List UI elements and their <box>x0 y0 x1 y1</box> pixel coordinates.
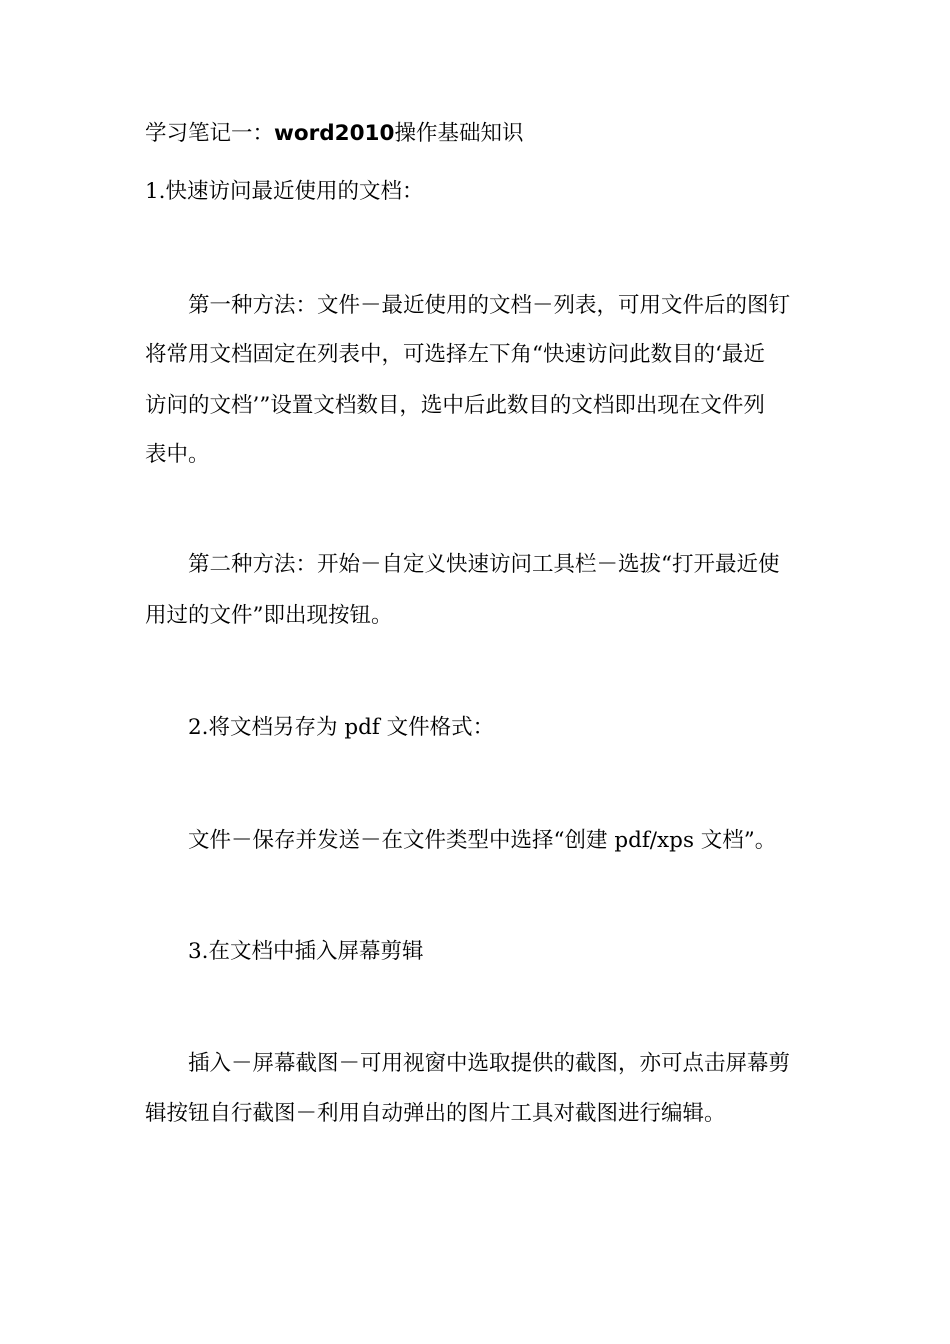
section-3-heading: 3.在文档中插入屏幕剪辑 <box>188 939 424 964</box>
section-1-paragraph-1-line-3: 访问的文档’”设置文档数目，选中后此数目的文档即出现在文件列 <box>145 393 765 418</box>
document-title <box>145 108 815 160</box>
section-3-paragraph-line-1: 插入－屏幕截图－可用视窗中选取提供的截图，亦可点击屏幕剪 <box>188 1051 791 1076</box>
section-2-heading: 2.将文档另存为 pdf 文件格式： <box>188 715 495 740</box>
section-1-paragraph-1-line-1: 第一种方法：文件－最近使用的文档－列表，可用文件后的图钉 <box>188 293 791 318</box>
section-3-paragraph-line-2: 辑按钮自行截图－利用自动弹出的图片工具对截图进行编辑。 <box>145 1101 726 1126</box>
title-product: word2010 <box>274 121 395 146</box>
section-2-paragraph: 文件－保存并发送－在文件类型中选择“创建 pdf/xps 文档”。 <box>188 828 777 853</box>
section-1-paragraph-2-line-1: 第二种方法：开始－自定义快速访问工具栏－选拔“打开最近使 <box>188 552 780 577</box>
section-1-paragraph-2-line-2: 用过的文件”即出现按钮。 <box>145 603 393 628</box>
section-1-paragraph-1-line-2: 将常用文档固定在列表中，可选择左下角“快速访问此数目的‘最近 <box>145 342 765 367</box>
title-prefix: 学习笔记一： <box>145 121 275 146</box>
section-1-heading: 1.快速访问最近使用的文档： <box>145 179 424 204</box>
section-1-paragraph-1-line-4: 表中。 <box>145 442 210 467</box>
title-suffix: 操作基础知识 <box>394 121 524 146</box>
